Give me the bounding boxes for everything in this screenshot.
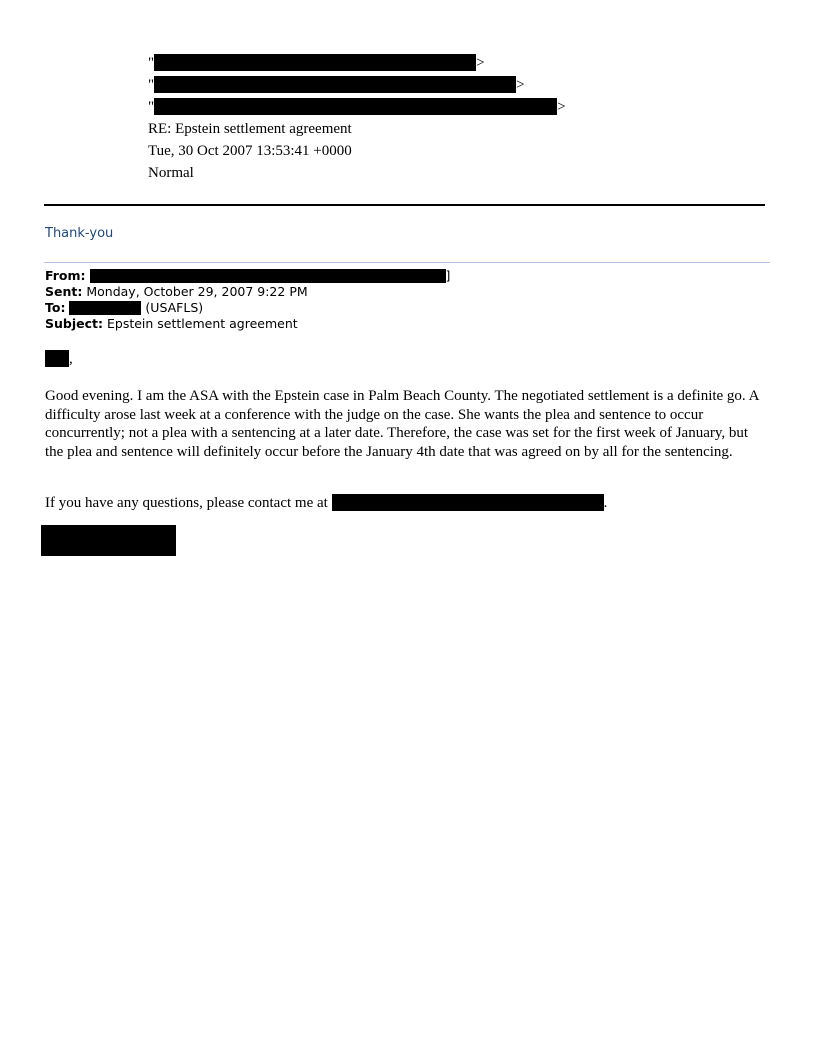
fwd-from-row (45, 268, 450, 284)
contact-prefix: If you have any questions, please contact me at (45, 495, 328, 511)
forward-divider (44, 262, 770, 263)
greeting-line (45, 350, 770, 369)
header-cc-value: " > (148, 99, 566, 115)
contact-suffix: . (603, 495, 608, 511)
contact-line (45, 494, 770, 513)
header-subject-value: RE: Epstein settlement agreement (148, 121, 352, 137)
header-date-value: Tue, 30 Oct 2007 13:53:41 +0000 (148, 143, 352, 159)
fwd-sent-label: Sent: (45, 284, 83, 299)
fwd-from-suffix: ] (445, 268, 451, 283)
signature-redaction (41, 525, 176, 556)
redaction-block (90, 269, 446, 283)
header-importance-value: Normal (148, 165, 194, 181)
fwd-sent-row (45, 284, 308, 300)
fwd-sent-value: Monday, October 29, 2007 9:22 PM (86, 284, 308, 299)
fwd-to-suffix: (USAFLS) (145, 300, 204, 315)
fwd-subject-value: Epstein settlement agreement (106, 316, 298, 331)
header-to-value: " > (148, 77, 525, 93)
fwd-to-label: To: (45, 300, 66, 315)
fwd-from-label: From: (45, 268, 86, 283)
fwd-to-row (45, 300, 203, 316)
header-divider (44, 204, 765, 206)
fwd-subject-label: Subject: (45, 316, 103, 331)
redaction-block (154, 54, 476, 71)
greeting-suffix: , (69, 351, 73, 367)
redaction-block (332, 494, 604, 511)
redaction-block (45, 350, 69, 367)
message-paragraph: Good evening. I am the ASA with the Epstein case in Palm Beach County. The negotiated settlement is a definite go. A difficulty arose last week at a conference with the judge on the case. She wants the plea and sentence to occur concurrently; not a plea with a sentencing at a later date. Therefore, the case was set for the first week of January, but the plea and sentence will definitely occur before the January 4th date that was agreed on by all for the sentencing. (45, 388, 759, 460)
fwd-subject-row (45, 316, 298, 332)
redaction-block (154, 98, 557, 115)
redaction-block (69, 301, 141, 315)
reply-text: Thank-you (45, 226, 114, 241)
header-from-value: " > (148, 55, 485, 71)
redaction-block (154, 76, 516, 93)
